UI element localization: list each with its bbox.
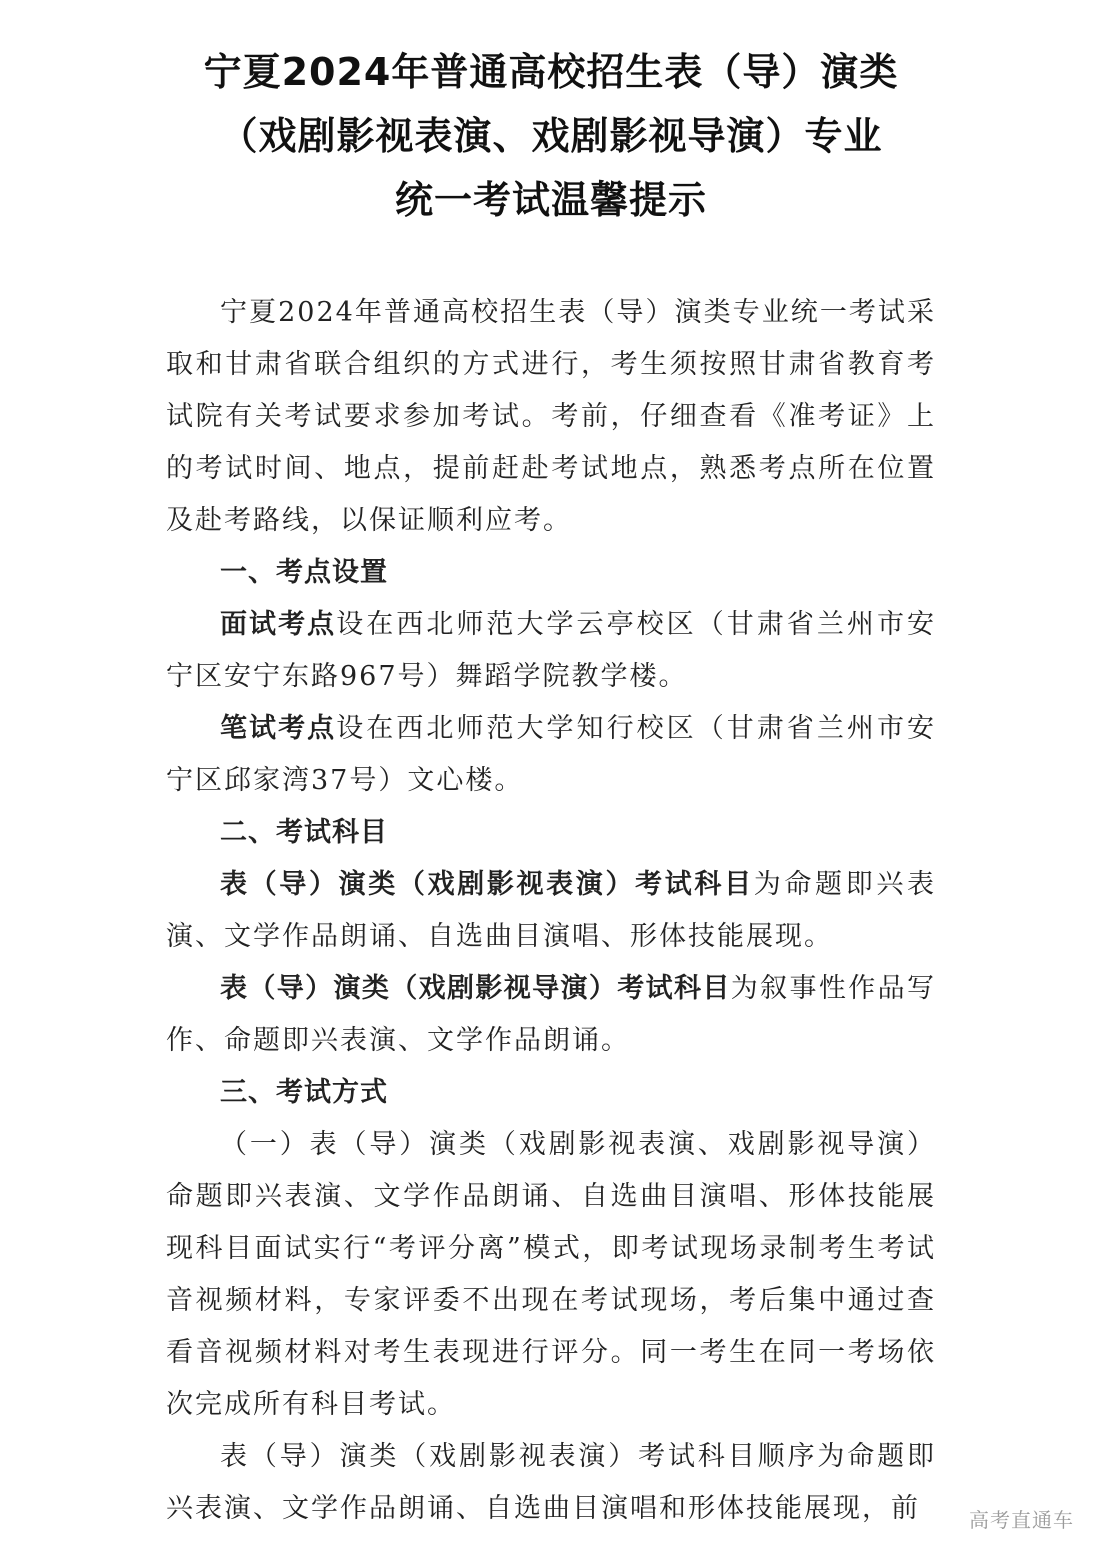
- section-heading-exam-sites: 一、考点设置: [220, 557, 388, 588]
- acting-subjects-text: 为命题即兴表演、文学作品朗诵、自选曲目演唱、形体技能展现。: [166, 869, 937, 952]
- document-body: [166, 287, 936, 1535]
- intro-paragraph: 宁夏2024年普通高校招生表（导）演类专业统一考试采取和甘肃省联合组织的方式进行，考生须按照甘肃省教育考试院有关考试要求参加考试。考前，仔细查看《准考证》上的考试时间、地点，提前赶赴考试地点，熟悉考点所在位置及赴考路线，以保证顺利应考。: [166, 297, 936, 536]
- directing-subjects-text: 为叙事性作品写作、命题即兴表演、文学作品朗诵。: [166, 973, 936, 1056]
- title-line-1: 宁夏2024年普通高校招生表（导）演类: [203, 50, 899, 94]
- written-site-text: 设在西北师范大学知行校区（甘肃省兰州市安宁区邱家湾37号）文心楼。: [166, 713, 937, 796]
- title-line-2: （戏剧影视表演、戏剧影视导演）专业: [219, 114, 883, 158]
- directing-subjects-label: 表（导）演类（戏剧影视导演）考试科目: [220, 973, 731, 1004]
- section-heading-subjects: 二、考试科目: [220, 817, 388, 848]
- exam-method-paragraph-1: （一）表（导）演类（戏剧影视表演、戏剧影视导演）命题即兴表演、文学作品朗诵、自选曲目演唱、形体技能展现科目面试实行“考评分离”模式，即考试现场录制考生考试音视频材料，专家评委不出现在考试现场，考后集中通过查看音视频材料对考生表现进行评分。同一考生在同一考场依次完成所有科目考试。: [166, 1129, 936, 1420]
- acting-subjects-label: 表（导）演类（戏剧影视表演）考试科目: [220, 869, 754, 900]
- section-heading-exam-method: 三、考试方式: [220, 1077, 388, 1108]
- exam-method-paragraph-2: 表（导）演类（戏剧影视表演）考试科目顺序为命题即兴表演、文学作品朗诵、自选曲目演唱和形体技能展现，前: [166, 1441, 936, 1524]
- directing-subjects-paragraph: [166, 963, 936, 1067]
- document-title: [120, 40, 982, 232]
- interview-site-text: 设在西北师范大学云亭校区（甘肃省兰州市安宁区安宁东路967号）舞蹈学院教学楼。: [166, 609, 937, 692]
- interview-site-paragraph: [166, 599, 936, 703]
- title-line-3: 统一考试温馨提示: [394, 178, 707, 222]
- watermark: 高考直通车: [969, 1508, 1074, 1532]
- written-site-paragraph: [166, 703, 936, 807]
- acting-subjects-paragraph: [166, 859, 936, 963]
- interview-site-label: 面试考点: [220, 609, 337, 640]
- written-site-label: 笔试考点: [220, 713, 337, 744]
